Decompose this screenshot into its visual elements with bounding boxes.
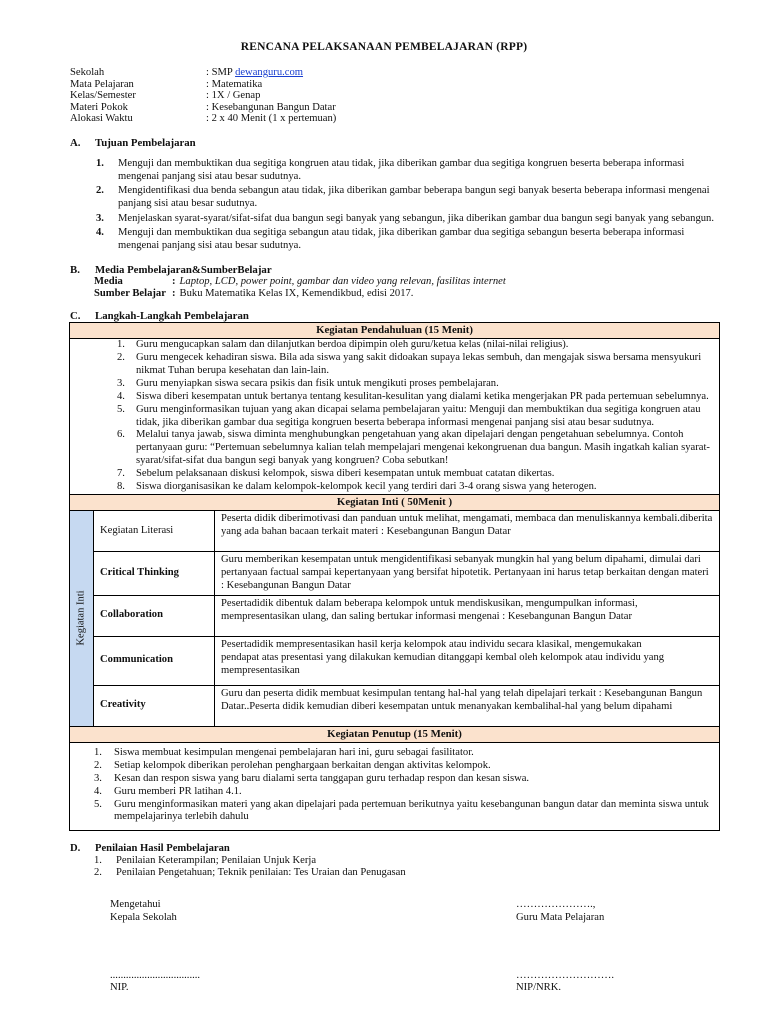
section-letter: C.	[70, 310, 81, 322]
table-row	[70, 595, 720, 636]
item-text: Mengidentifikasi dua benda sebangun atau tidak, jika diberikan gambar beberapa bangun segi banyak beserta beberapa informasi mengenai panjang sisi atau besar sudutnya.	[118, 185, 710, 210]
item-text: Siswa membuat kesimpulan mengenai pembelajaran hari ini, guru sebagai fasilitator.	[114, 746, 474, 758]
list-item	[96, 227, 728, 253]
section-a-heading	[70, 137, 196, 150]
list-item	[70, 429, 719, 468]
identity-separator: :	[206, 101, 212, 113]
list-item	[94, 855, 406, 867]
core-row-text: Pesertadidik dibentuk dalam beberapa kelompok untuk mendiskusikan, mengumpulkan informasi, mempresentasikan ulang, dan saling bertukar informasi mengenai : Kesebangunan Bangun Datar	[215, 595, 720, 636]
list-item	[70, 747, 719, 760]
opening-header: Kegiatan Pendahuluan (15 Menit)	[70, 323, 720, 339]
item-text: Siswa diberi kesempatan untuk bertanya tentang kesulitan-kesulitan yang dialami ketika mengerjakan PR pada pertemuan sebelumnya.	[136, 390, 709, 402]
identity-label: Mata Pelajaran	[70, 78, 134, 90]
identity-separator: :	[206, 90, 212, 102]
identity-label: Materi Pokok	[70, 101, 128, 113]
list-item	[94, 867, 406, 879]
identity-value: 1X / Genap	[211, 90, 261, 102]
item-number: 4.	[117, 390, 125, 402]
table-row	[70, 552, 720, 596]
list-item	[70, 760, 719, 773]
item-text: Melalui tanya jawab, siswa diminta menghubungkan pengetahuan yang akan dipelajari dengan pengetahuan sebelumnya. Contoh pertanyaan guru: “Pertemuan sebelumnya kalian telah mempelajari mengenai kekongruenan dua bangun. Masih ingatkah kalian syarat-syarat/sifat-sifat dua bangun segi banyak yang kongruen? Coba sebutkan!	[136, 429, 710, 467]
identity-label: Kelas/Semester	[70, 90, 136, 102]
identity-value: Matematika	[211, 78, 263, 90]
item-text: Kesan dan respon siswa yang baru dialami serta tanggapan guru terhadap respon dan kesan siswa.	[114, 772, 530, 784]
core-row-text: Peserta didik diberimotivasi dan panduan untuk melihat, mengamati, membaca dan menuliskannya kembali.diberita yang ada bahan bacaan terkait materi : Kesebangunan Bangun Datar	[215, 511, 720, 552]
signature-left-role: Kepala Sekolah	[110, 912, 177, 923]
item-number: 2.	[117, 351, 125, 363]
opening-list	[70, 339, 719, 494]
list-item	[70, 352, 719, 378]
item-number: 8.	[117, 481, 125, 493]
table-row	[70, 495, 720, 511]
signature-right-line: ……………………….	[516, 970, 614, 981]
document-title: RENCANA PELAKSANAAN PEMBELAJARAN (RPP)	[240, 41, 528, 53]
identity-label: Alokasi Waktu	[70, 113, 133, 125]
item-number: 1.	[117, 339, 125, 350]
section-title: Penilaian Hasil Pembelajaran	[95, 843, 230, 854]
core-row-name: Critical Thinking	[94, 552, 215, 596]
table-row	[70, 511, 720, 552]
section-title: Langkah-Langkah Pembelajaran	[95, 310, 249, 322]
closing-header: Kegiatan Penutup (15 Menit)	[70, 726, 720, 742]
source-label: Sumber Belajar	[94, 287, 166, 299]
list-item	[70, 773, 719, 786]
item-number: 4.	[94, 785, 102, 797]
list-item	[70, 786, 719, 799]
core-row-name: Creativity	[94, 685, 215, 726]
core-vertical-label-cell	[70, 511, 94, 727]
core-row-text: Guru dan peserta didik membuat kesimpulan tentang hal-hal yang telah dipelajari terkait : Kesebangunan Bangun Datar..Peserta didik kemudian diberi kesempatan untuk menanyakan kembalihal-hal yang belum dipahami	[215, 685, 720, 726]
item-number: 4.	[96, 227, 104, 239]
list-item	[70, 799, 719, 825]
signature-left-line: ..................................	[110, 970, 201, 981]
core-row-name: Communication	[94, 636, 215, 685]
list-item	[70, 468, 719, 481]
core-row-name: Kegiatan Literasi	[94, 511, 215, 552]
item-text: Siswa diorganisasikan ke dalam kelompok-kelompok kecil yang terdiri dari 3-4 orang siswa yang heterogen.	[136, 481, 597, 493]
section-title: Tujuan Pembelajaran	[95, 137, 196, 149]
section-letter: D.	[70, 843, 81, 854]
signature-right-top: ………………….,	[516, 899, 596, 910]
closing-list	[70, 747, 719, 825]
identity-value: 2 x 40 Menit (1 x pertemuan)	[211, 113, 337, 125]
identity-label: Sekolah	[70, 67, 105, 78]
item-number: 2.	[96, 185, 104, 197]
item-number: 1.	[94, 855, 102, 866]
media-block	[94, 276, 506, 299]
item-text: Guru menyiapkan siswa secara psikis dan fisik untuk mengikuti proses pembelajaran.	[136, 377, 499, 389]
item-number: 3.	[94, 772, 102, 784]
identity-row-time	[70, 113, 336, 125]
table-row	[70, 726, 720, 742]
section-title: Media Pembelajaran&SumberBelajar	[95, 264, 272, 276]
section-letter: B.	[70, 264, 80, 276]
list-item	[70, 378, 719, 391]
identity-row-subject	[70, 79, 336, 91]
item-text: Penilaian Pengetahuan; Teknik penilaian: Tes Uraian dan Penugasan	[116, 866, 406, 878]
colon: :	[172, 276, 176, 287]
source-value: Buku Matematika Kelas IX, Kemendikbud, edisi 2017.	[179, 287, 414, 299]
item-text: Guru menginformasikan materi yang akan dipelajari pada pertemuan berikutnya yaitu kesebangunan bangun datar dan meminta siswa untuk mempelajarinya terlebih dahulu	[114, 798, 709, 823]
item-number: 3.	[96, 212, 104, 224]
identity-separator: :	[206, 113, 212, 125]
section-letter: A.	[70, 137, 81, 149]
signature-left-id: NIP.	[110, 982, 129, 993]
list-item	[96, 185, 728, 211]
item-text: Guru memberi PR latihan 4.1.	[114, 785, 242, 797]
opening-cell	[70, 339, 720, 495]
item-number: 2.	[94, 759, 102, 771]
table-row	[70, 636, 720, 685]
item-number: 3.	[117, 377, 125, 389]
identity-row-school	[70, 67, 336, 79]
signature-right-role: Guru Mata Pelajaran	[516, 912, 605, 923]
table-row	[70, 685, 720, 726]
assessment-list	[94, 855, 406, 878]
school-link[interactable]: dewanguru.com	[235, 67, 304, 78]
source-row	[94, 288, 506, 300]
item-text: Menjelaskan syarat-syarat/sifat-sifat dua bangun segi banyak yang sebangun, jika diberikan gambar dua bangun segi banyak yang sebangun.	[118, 212, 715, 224]
item-number: 1.	[94, 746, 102, 758]
table-row	[70, 339, 720, 495]
closing-cell	[70, 742, 720, 831]
item-text: Guru mengecek kehadiran siswa. Bila ada siswa yang sakit didoakan supaya lekas sembuh, dan mengajak siswa bersama mensyukuri nikmat Tuhan berupa kesehatan dan lain-lain.	[136, 351, 702, 376]
list-item	[96, 213, 728, 226]
item-text: Menguji dan membuktikan dua segitiga kongruen atau tidak, jika diberikan gambar dua segitiga kongruen beserta beberapa informasi mengenai panjang sisi atau besar sudutnya.	[118, 158, 685, 182]
core-header: Kegiatan Inti ( 50Menit )	[70, 495, 720, 511]
item-text: Sebelum pelaksanaan diskusi kelompok, siswa diberi kesempatan untuk membuat catatan dikertas.	[136, 468, 555, 480]
list-item	[70, 391, 719, 404]
media-row	[94, 276, 506, 288]
learning-steps-table	[69, 322, 720, 831]
identity-separator: :	[206, 78, 212, 90]
table-row	[70, 742, 720, 831]
item-number: 5.	[117, 403, 125, 415]
identity-row-topic	[70, 102, 336, 114]
item-text: Penilaian Keterampilan; Penilaian Unjuk Kerja	[116, 855, 317, 866]
item-number: 1.	[96, 158, 104, 169]
core-row-text: Pesertadidik mempresentasikan hasil kerja kelompok atau individu secara klasikal, mengemukakan pendapat atas presentasi yang dilakukan kemudian ditanggapi kembal oleh kelompok atau individu yang mempresentasikan	[215, 636, 720, 685]
core-vertical-label: Kegiatan Inti	[75, 590, 87, 646]
list-item	[70, 339, 719, 352]
item-text: Setiap kelompok diberikan perolehan penghargaan berkaitan dengan aktivitas kelompok.	[114, 759, 491, 771]
list-item	[70, 481, 719, 494]
identity-value: Kesebangunan Bangun Datar	[211, 101, 336, 113]
media-value: Laptop, LCD, power point, gambar dan video yang relevan, fasilitas internet	[179, 276, 506, 287]
core-row-text: Guru memberikan kesempatan untuk mengidentifikasi sebanyak mungkin hal yang belum dipahami, dimulai dari pertanyaan factual sampai kepertanyaan yang bersifat hipotetik. Pertanyaan ini harus tetap berkaitan dengan materi : Kesebangunan Bangun Datar	[215, 552, 720, 596]
signature-right-id: NIP/NRK.	[516, 982, 562, 993]
item-number: 7.	[117, 468, 125, 480]
identity-block	[70, 67, 336, 125]
item-text: Guru mengucapkan salam dan dilanjutkan berdoa dipimpin oleh guru/ketua kelas (nilai-nilai religius).	[136, 339, 569, 350]
item-text: Menguji dan membuktikan dua segitiga sebangun atau tidak, jika diberikan gambar dua segitiga sebangun beserta beberapa informasi mengenai panjang sisi atau besar sudutnya.	[118, 227, 685, 252]
item-number: 6.	[117, 429, 125, 441]
media-label: Media	[94, 276, 123, 287]
list-item	[70, 404, 719, 430]
table-row	[70, 323, 720, 339]
list-item	[96, 158, 728, 184]
section-d-heading	[70, 843, 230, 856]
learning-goals-list	[96, 158, 728, 255]
signature-left-top: Mengetahui	[110, 899, 161, 910]
identity-row-class	[70, 90, 336, 102]
item-number: 5.	[94, 798, 102, 810]
item-text: Guru menginformasikan tujuan yang akan dicapai selama pembelajaran yaitu: Menguji dan membuktikan dua segitiga kongruen atau tidak, jika diberikan gambar dua segitiga kongruen beserta beberapa informasi mengenai panjang sisi atau besar sudutnya.	[136, 403, 701, 428]
item-number: 2.	[94, 866, 102, 878]
colon: :	[172, 287, 176, 299]
identity-separator: : SMP	[206, 67, 236, 78]
core-row-name: Collaboration	[94, 595, 215, 636]
